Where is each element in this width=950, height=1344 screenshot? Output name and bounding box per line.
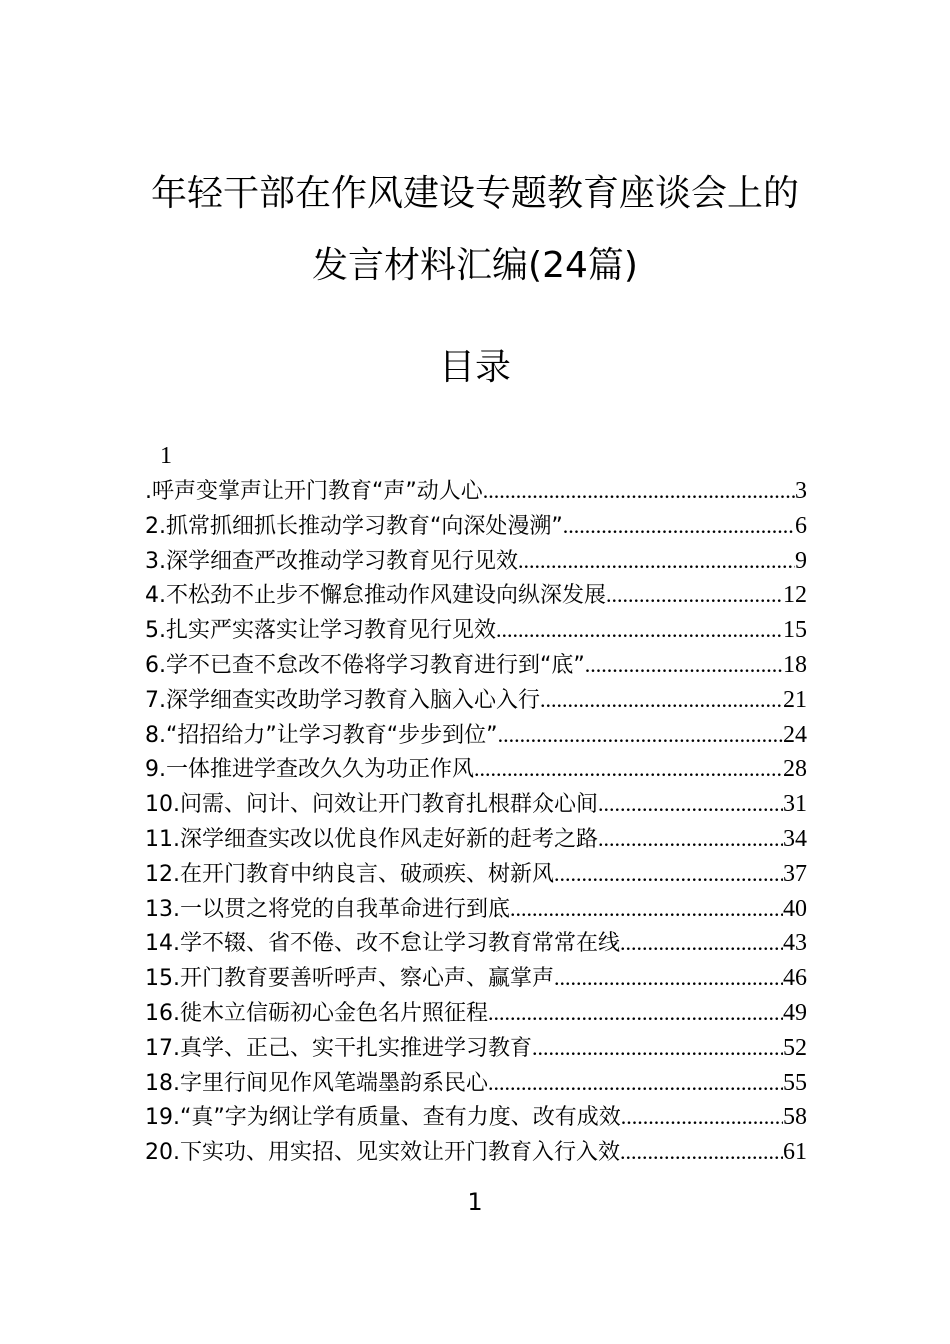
toc-item-title: 7.深学细查实改助学习教育入脑入心入行 xyxy=(145,687,540,713)
toc-item-title: 13.一以贯之将党的自我革命进行到底 xyxy=(145,896,510,922)
toc-item-title: 3.深学细查严改推动学习教育见行见效 xyxy=(145,548,518,574)
toc-dot-leader xyxy=(483,478,795,504)
toc-item-page: 37 xyxy=(783,860,807,887)
toc-item[interactable] xyxy=(145,961,807,996)
toc-item-page: 46 xyxy=(783,965,807,992)
toc-item[interactable] xyxy=(145,683,807,718)
toc-dot-leader xyxy=(606,582,783,608)
toc-item-page: 6 xyxy=(795,512,807,539)
toc-dot-leader xyxy=(598,826,783,852)
toc-item[interactable] xyxy=(145,1031,807,1066)
toc-dot-leader xyxy=(498,722,783,748)
toc-item-page: 15 xyxy=(783,617,807,644)
toc-item[interactable] xyxy=(145,857,807,892)
toc-item[interactable] xyxy=(145,648,807,683)
toc-item-page: 49 xyxy=(783,999,807,1026)
page-number: 1 xyxy=(467,1188,483,1216)
toc-item-title: 15.开门教育要善听呼声、察心声、赢掌声 xyxy=(145,966,554,992)
toc-item[interactable] xyxy=(145,822,807,857)
toc-item[interactable] xyxy=(145,509,807,544)
toc-item-title: .呼声变掌声让开门教育“声”动人心 xyxy=(145,479,483,504)
toc-item[interactable] xyxy=(145,1100,807,1135)
toc-dot-leader xyxy=(598,791,783,817)
toc-item-page: 24 xyxy=(783,721,807,748)
toc-item-page: 28 xyxy=(783,756,807,783)
toc-item[interactable] xyxy=(145,718,807,753)
toc-item-page: 21 xyxy=(783,686,807,713)
toc-item-page: 40 xyxy=(783,895,807,922)
toc-item-page: 58 xyxy=(783,1104,807,1131)
toc-dot-leader xyxy=(554,965,783,991)
toc-dot-leader xyxy=(496,617,783,643)
toc-item-page: 18 xyxy=(783,651,807,678)
toc-item-title: 17.真学、正己、实干扎实推进学习教育 xyxy=(145,1035,532,1061)
toc-item[interactable] xyxy=(145,926,807,961)
toc-item-title: 16.徙木立信砺初心金色名片照征程 xyxy=(145,1000,488,1026)
toc-dot-leader xyxy=(488,1000,783,1026)
toc-item[interactable] xyxy=(145,578,807,613)
toc-dot-leader xyxy=(563,513,795,539)
toc-dot-leader xyxy=(474,756,783,782)
toc-item-page: 43 xyxy=(783,930,807,957)
toc-dot-leader xyxy=(488,1070,783,1096)
toc-dot-leader xyxy=(620,1139,783,1165)
toc-item-page: 52 xyxy=(783,1034,807,1061)
toc-item[interactable] xyxy=(145,1066,807,1101)
toc-item-title: 14.学不辍、省不倦、改不怠让学习教育常常在线 xyxy=(145,931,620,957)
toc-item[interactable] xyxy=(145,474,807,509)
toc-item-title: 9.一体推进学查改久久为功正作风 xyxy=(145,757,474,783)
toc-item[interactable] xyxy=(145,544,807,579)
toc-item-title: 2.抓常抓细抓长推动学习教育“向深处漫溯” xyxy=(145,513,563,539)
toc-item-title: 8.“招招给力”让学习教育“步步到位” xyxy=(145,722,498,748)
toc-item[interactable] xyxy=(145,752,807,787)
toc-item-page: 55 xyxy=(783,1069,807,1096)
toc-item-page: 34 xyxy=(783,825,807,852)
toc-item-title: 6.学不已查不怠改不倦将学习教育进行到“底” xyxy=(145,652,585,678)
document-title-line-2: 发言材料汇编(24篇) xyxy=(312,245,638,286)
toc-dot-leader xyxy=(621,1104,783,1130)
toc-dot-leader xyxy=(510,896,783,922)
toc-item-title: 5.扎实严实落实让学习教育见行见效 xyxy=(145,618,496,644)
toc-item-title: 20.下实功、用实招、见实效让开门教育入行入效 xyxy=(145,1140,620,1166)
toc-dot-leader xyxy=(518,548,795,574)
toc-item[interactable] xyxy=(145,1135,807,1170)
toc-item-page: 61 xyxy=(783,1139,807,1166)
toc-item-title: 12.在开门教育中纳良言、破顽疾、树新风 xyxy=(145,861,554,887)
toc-item-title: 10.问需、问计、问效让开门教育扎根群众心间 xyxy=(145,792,598,818)
toc-item-page: 9 xyxy=(795,547,807,574)
toc-item-title: 11.深学细查实改以优良作风走好新的赶考之路 xyxy=(145,826,598,852)
toc-first-item-number: 1 xyxy=(160,443,172,469)
toc-item-title: 19.“真”字为纲让学有质量、查有力度、改有成效 xyxy=(145,1105,621,1131)
toc-dot-leader xyxy=(532,1035,783,1061)
table-of-contents xyxy=(145,474,807,1170)
toc-dot-leader xyxy=(620,930,783,956)
toc-item-page: 12 xyxy=(783,582,807,609)
toc-dot-leader xyxy=(540,687,783,713)
toc-item-page: 3 xyxy=(795,478,807,504)
toc-item-title: 18.字里行间见作风笔端墨韵系民心 xyxy=(145,1070,488,1096)
toc-item-page: 31 xyxy=(783,791,807,818)
toc-dot-leader xyxy=(585,652,783,678)
document-title-line-1: 年轻干部在作风建设专题教育座谈会上的 xyxy=(150,173,799,214)
toc-item[interactable] xyxy=(145,613,807,648)
toc-item-title: 4.不松劲不止步不懈怠推动作风建设向纵深发展 xyxy=(145,583,606,609)
toc-item[interactable] xyxy=(145,996,807,1031)
toc-item[interactable] xyxy=(145,892,807,927)
toc-heading: 目录 xyxy=(438,347,511,388)
toc-item[interactable] xyxy=(145,787,807,822)
toc-dot-leader xyxy=(554,861,783,887)
